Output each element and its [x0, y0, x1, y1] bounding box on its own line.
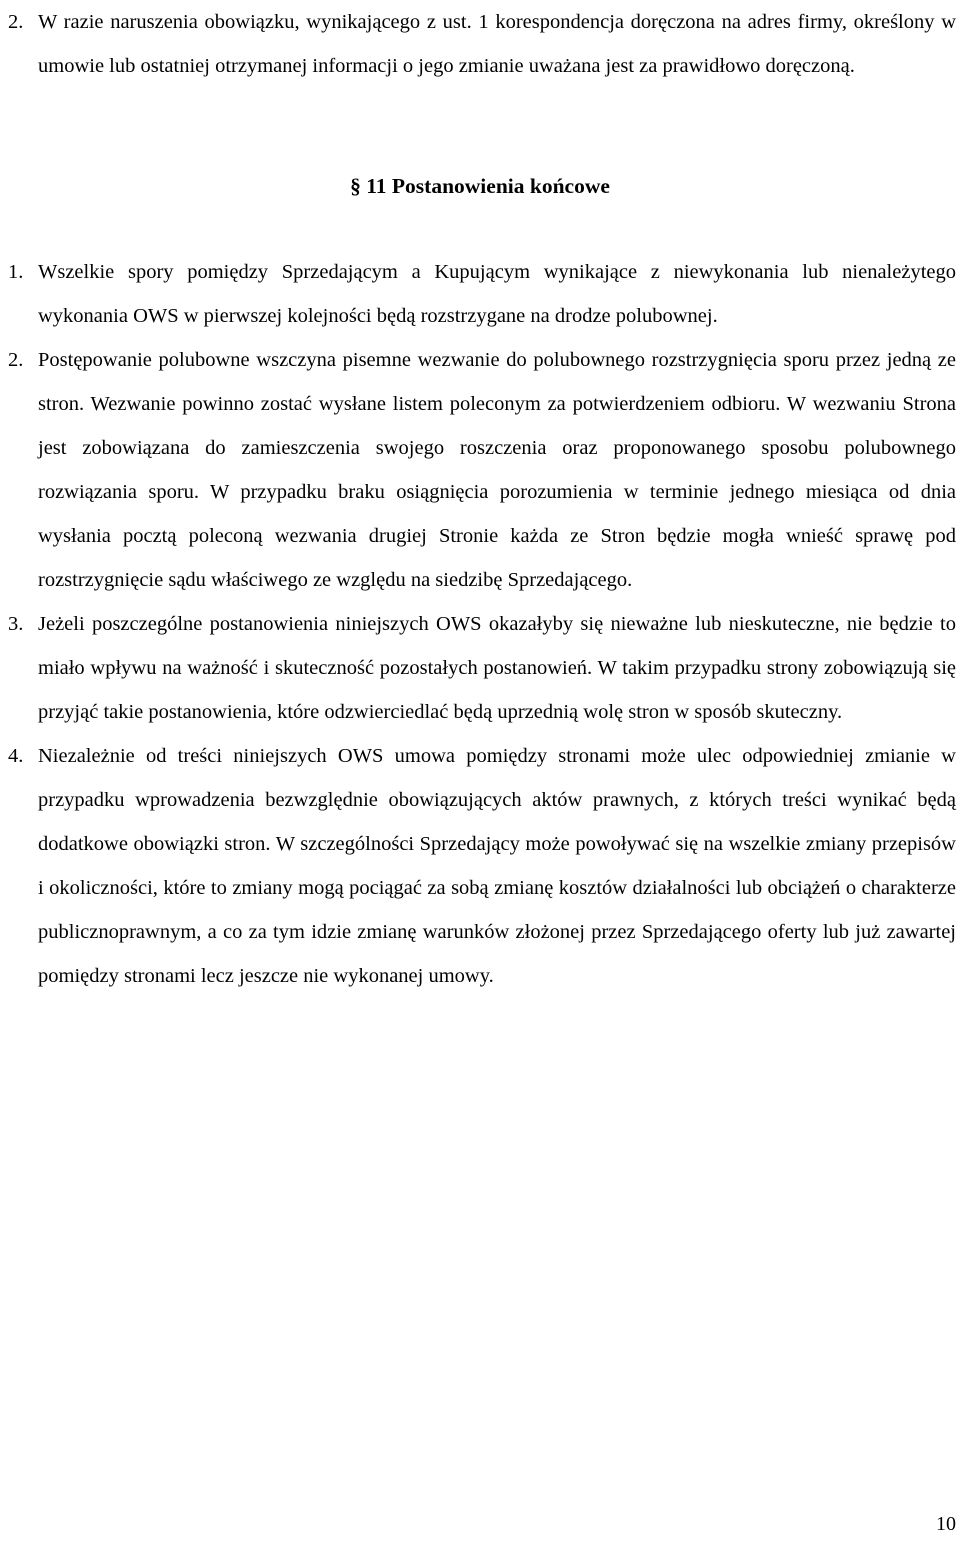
list-item: [0, 338, 956, 602]
list-item-text: Postępowanie polubowne wszczyna pisemne wezwanie do polubownego rozstrzygnięcia sporu przez jedną ze stron. Wezwanie powinno zostać wysłane listem poleconym za potwierdzeniem odbioru. W wezwaniu Strona jest zobowiązana do zamieszczenia swojego roszczenia oraz proponowanego sposobu polubownego rozwiązania sporu. W przypadku braku osiągnięcia porozumienia w terminie jednego miesiąca od dnia wysłania pocztą poleconą wezwania drugiej Stronie każda ze Stron będzie mogła wnieść sprawę pod rozstrzygnięcie sądu właściwego ze względu na siedzibę Sprzedającego.: [38, 349, 956, 591]
list-item-text: W razie naruszenia obowiązku, wynikającego z ust. 1 korespondencja doręczona na adres firmy, określony w umowie lub ostatniej otrzymanej informacji o jego zmianie uważana jest za prawidłowo doręczoną.: [38, 11, 956, 77]
list-item: [0, 0, 956, 88]
list-item: [0, 250, 956, 338]
list-item-text: Jeżeli poszczególne postanowienia niniejszych OWS okazałyby się nieważne lub nieskuteczne, nie będzie to miało wpływu na ważność i skuteczność pozostałych postanowień. W takim przypadku strony zobowiązują się przyjąć takie postanowienia, które odzwierciedlać będą uprzednią wolę stron w sposób skuteczny.: [38, 613, 956, 723]
previous-section-list: [0, 0, 956, 88]
list-item: [0, 734, 956, 998]
page-number: 10: [936, 1513, 956, 1535]
list-item-number: 4.: [8, 745, 24, 767]
list-item-text: Wszelkie spory pomiędzy Sprzedającym a Kupującym wynikające z niewykonania lub nienależytego wykonania OWS w pierwszej kolejności będą rozstrzygane na drodze polubownej.: [38, 261, 956, 327]
list-item: [0, 602, 956, 734]
list-item-number: 1.: [8, 261, 24, 283]
list-item-number: 3.: [8, 613, 24, 635]
list-item-number: 2.: [8, 349, 24, 371]
final-provisions-list: [0, 250, 956, 998]
section-heading: § 11 Postanowienia końcowe: [350, 174, 610, 198]
list-item-text: Niezależnie od treści niniejszych OWS umowa pomiędzy stronami może ulec odpowiedniej zmianie w przypadku wprowadzenia bezwzględnie obowiązujących aktów prawnych, z których treści wynikać będą dodatkowe obowiązki stron. W szczególności Sprzedający może powoływać się na wszelkie zmiany przepisów i okoliczności, które to zmiany mogą pociągać za sobą zmianę kosztów działalności lub obciążeń o charakterze publicznoprawnym, a co za tym idzie zmianę warunków złożonej przez Sprzedającego oferty lub już zawartej pomiędzy stronami lecz jeszcze nie wykonanej umowy.: [38, 745, 956, 987]
list-item-number: 2.: [8, 11, 24, 33]
